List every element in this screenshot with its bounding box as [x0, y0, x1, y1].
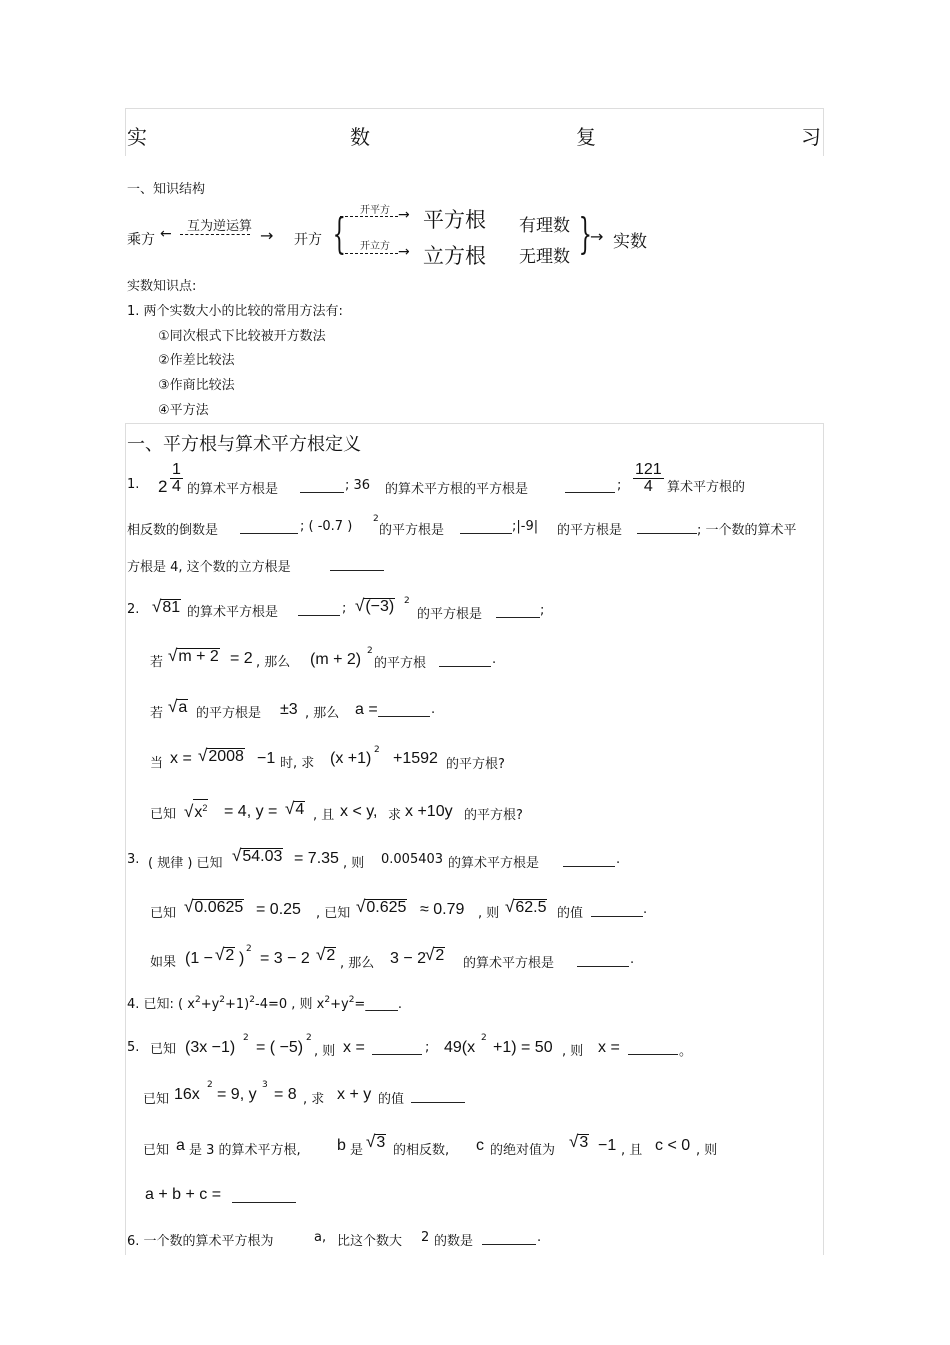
- q3b-blank[interactable]: [591, 904, 643, 917]
- q2b-end: .: [431, 702, 436, 717]
- q6-end: .: [537, 1230, 542, 1245]
- knowledge-heading: 一、知识结构: [127, 182, 206, 197]
- q3c-sup: 2: [246, 944, 252, 954]
- q4-text-5: +y: [330, 997, 349, 1012]
- q5c-b: b: [337, 1137, 346, 1154]
- q6-value: 2: [421, 1230, 430, 1245]
- q3b-text-3: 的值: [557, 906, 584, 921]
- q3-blank-1[interactable]: [563, 854, 615, 867]
- q3b-known: 已知: [150, 906, 177, 921]
- radical-icon: √: [569, 1132, 579, 1151]
- q6-blank[interactable]: [482, 1232, 536, 1245]
- q2-root-2: [355, 596, 395, 616]
- radical-icon: √: [232, 846, 242, 865]
- radical-icon: √: [316, 945, 326, 964]
- q2d-eq: = 4, y =: [224, 803, 278, 820]
- q5c-a: a: [176, 1137, 185, 1154]
- q3c-root-1: [215, 945, 235, 965]
- q2b-a: a =: [355, 701, 378, 718]
- q1-text-7: ; ( -0.7 ): [300, 519, 353, 534]
- q1-text-11: ; 一个数的算术平: [697, 523, 797, 538]
- q6-text-1: 6. 一个数的算术平方根为: [127, 1234, 274, 1249]
- q3-text-1: , 则: [343, 856, 365, 871]
- q5-expr-3: 49(x: [444, 1039, 476, 1056]
- q5b-expr-4: x + y: [337, 1086, 372, 1103]
- q3b-root-2: [356, 897, 407, 917]
- q5b-text-2: 的值: [378, 1092, 405, 1107]
- title-char-4: 习: [801, 125, 821, 149]
- q2d-radicand-box: [193, 799, 208, 821]
- q3c-eq: = 3 − 2: [260, 950, 310, 967]
- q3b-eq-1: = 0.25: [256, 901, 301, 918]
- q6-a: a,: [314, 1230, 327, 1245]
- q2d-text-2: 求: [388, 808, 402, 823]
- q1-blank-2[interactable]: [565, 480, 615, 493]
- q6-text-3: 的数是: [434, 1234, 474, 1249]
- q2c-root: [198, 746, 245, 766]
- q1-text-6: 相反数的倒数是: [127, 523, 219, 538]
- radical-icon: √: [198, 746, 208, 765]
- q1-blank-1[interactable]: [300, 480, 344, 493]
- q5-expr-2: = ( −5): [256, 1039, 304, 1056]
- q3-eq-1: = 7.35: [294, 850, 339, 867]
- q5-sep: ;: [425, 1040, 430, 1055]
- q2-sup-2: 2: [404, 596, 410, 606]
- q2c-sup: 2: [374, 745, 380, 755]
- kailifang-dash: [340, 253, 398, 254]
- q4-text-4: -4=0 , 则 x: [255, 997, 325, 1012]
- q1-text-10: 的平方根是: [557, 523, 623, 538]
- points-heading: 实数知识点:: [127, 279, 197, 294]
- q1-text-12: 方根是 4, 这个数的立方根是: [127, 560, 291, 575]
- q2a-expr: (m + 2): [310, 651, 362, 668]
- q2d-text-3: 的平方根?: [464, 808, 523, 823]
- q5b-text: , 求: [303, 1092, 325, 1107]
- q2b-text: 的平方根是: [196, 706, 262, 721]
- q5-end: 。: [679, 1044, 693, 1059]
- q2-text-1: 的算术平方根是: [187, 605, 279, 620]
- radical-icon: √: [152, 597, 162, 616]
- title-top-rule: [125, 108, 823, 109]
- q4-text-3: +1): [225, 997, 250, 1012]
- radical-icon: √: [184, 802, 194, 821]
- q2-radicand-1: 81: [162, 599, 181, 616]
- q5c-text-2: 是: [350, 1143, 364, 1158]
- kaifang-label: 开方: [294, 232, 322, 248]
- q5c-root-1: [366, 1132, 386, 1152]
- title-char-1: 实: [127, 125, 147, 149]
- kailifang-label: 开立方: [360, 241, 390, 252]
- q1-fraction-1: [170, 462, 183, 495]
- q2c-expr: (x +1): [330, 750, 372, 767]
- q1-text-3: 的算术平方根的平方根是: [385, 482, 529, 497]
- q3b-root-1: [184, 897, 244, 917]
- q2-root-81: [152, 597, 181, 617]
- q2d-compare: x < y,: [340, 803, 378, 820]
- q3-number: 3.: [127, 852, 140, 867]
- q3c-radicand-2: 2: [326, 947, 336, 964]
- radical-icon: √: [215, 945, 225, 964]
- q5-sup-3: 2: [481, 1033, 487, 1043]
- q5-number: 5.: [127, 1040, 140, 1055]
- q5-known: 已知: [150, 1042, 177, 1057]
- arrow-shishu-icon: →: [590, 227, 604, 246]
- q5d-blank[interactable]: [232, 1190, 296, 1203]
- q1-frac1-den: 4: [172, 478, 181, 495]
- q3-root-1: [232, 846, 283, 866]
- kaipingfang-dash: [340, 216, 398, 217]
- q1-blank-3[interactable]: [240, 521, 298, 534]
- q2-number: 2.: [127, 602, 140, 617]
- q5c-c: c: [476, 1137, 484, 1154]
- q2c-when: 当: [150, 756, 164, 771]
- q2-blank-1[interactable]: [298, 603, 340, 616]
- q3c-rparen: ): [239, 950, 245, 967]
- q1-text-5: 算术平方根的: [667, 480, 746, 495]
- q2-text-4: ;: [540, 603, 545, 618]
- q3b-radicand-3: 62.5: [515, 899, 547, 916]
- right-arrow-icon: →: [260, 226, 274, 245]
- q5b-expr-3: = 8: [274, 1086, 297, 1103]
- radical-icon: √: [505, 897, 515, 916]
- q4-text-1: 4. 已知: ( x: [127, 997, 195, 1012]
- q2b-blank[interactable]: [378, 704, 430, 717]
- method-2: ②作差比较法: [158, 353, 235, 368]
- q2-text-2: ;: [342, 601, 347, 616]
- section-top-rule: [125, 423, 823, 424]
- q2b-root: [168, 697, 188, 717]
- q2c-text: 时, 求: [280, 756, 315, 771]
- q1-blank-5[interactable]: [637, 521, 697, 534]
- q5-blank-2[interactable]: [628, 1042, 678, 1055]
- youli-label: 有理数: [519, 216, 570, 236]
- radical-icon: √: [168, 697, 178, 716]
- q3-value: 0.005403: [381, 852, 444, 867]
- q3b-radicand-2: 0.625: [366, 899, 407, 916]
- q5b-blank[interactable]: [411, 1090, 465, 1103]
- q1-number: 1.: [127, 477, 140, 492]
- q4-text-6: =_____.: [354, 997, 402, 1012]
- q2d-radicand: x: [194, 804, 203, 821]
- q3c-left: (1 −: [185, 950, 214, 967]
- q1-sup-1: 2: [373, 514, 379, 524]
- q1-blank-6[interactable]: [330, 558, 384, 571]
- radical-icon: √: [355, 596, 365, 615]
- q5c-minus: −1: [598, 1137, 617, 1154]
- q1-fraction-2: [633, 462, 664, 495]
- q4-sup-3: 2: [249, 995, 255, 1005]
- q2c-minus1: −1: [257, 750, 276, 767]
- q2a-equals: = 2: [230, 650, 253, 667]
- arrow-pingfang-icon: →: [398, 207, 410, 223]
- q2a-text-2: 的平方根: [374, 656, 427, 671]
- q5c-text-5: , 且: [621, 1143, 643, 1158]
- q2a-radicand: m + 2: [178, 648, 219, 665]
- q3-text-2: 的算术平方根是: [448, 856, 540, 871]
- title-char-2: 数: [350, 125, 370, 149]
- q2-radicand-2: (−3): [365, 598, 395, 615]
- q2c-radicand: 2008: [208, 748, 244, 765]
- q5-x1: x =: [343, 1039, 365, 1056]
- q5c-text-6: , 则: [696, 1143, 718, 1158]
- q2a-end: .: [492, 652, 497, 667]
- q2b-radicand: a: [178, 699, 188, 716]
- q2a-text: , 那么: [256, 655, 291, 670]
- section-heading: 一、平方根与算术平方根定义: [127, 434, 361, 455]
- q5c-text-4: 的绝对值为: [490, 1143, 556, 1158]
- q4-sup-5: 2: [348, 995, 355, 1005]
- radical-icon: √: [356, 897, 366, 916]
- q5c-text-1: 是 3 的算术平方根,: [189, 1143, 301, 1158]
- section-left-rule: [125, 423, 126, 1255]
- q2d-sup: 2: [202, 803, 208, 813]
- q2a-root: [168, 646, 220, 666]
- q2-text-3: 的平方根是: [417, 607, 483, 622]
- q2a-sup: 2: [367, 646, 373, 656]
- q5d-expr: a + b + c =: [145, 1186, 222, 1203]
- q3b-end: .: [643, 902, 648, 917]
- q2d-root: [184, 799, 208, 822]
- q4-text-2: +y: [200, 997, 220, 1012]
- pingfanggen-label: 平方根: [423, 208, 486, 232]
- q3b-text-2: , 则: [478, 906, 500, 921]
- q5c-radicand-2: 3: [579, 1134, 589, 1151]
- inverse-dash: [180, 234, 250, 235]
- q3c-blank[interactable]: [577, 954, 629, 967]
- q5-blank-1[interactable]: [372, 1042, 422, 1055]
- q3c-if: 如果: [150, 955, 177, 970]
- left-arrow-icon: ←: [160, 226, 172, 242]
- q3c-root-2: [316, 945, 336, 965]
- radical-icon: √: [184, 897, 194, 916]
- q2d-radicand-2: 4: [295, 801, 305, 818]
- title-right-rule: [823, 108, 824, 156]
- kaipingfang-label: 开平方: [360, 205, 390, 216]
- q5c-known: 已知: [143, 1143, 170, 1158]
- radical-icon: √: [285, 799, 295, 818]
- points-item-1: 1. 两个实数大小的比较的常用方法有:: [127, 304, 343, 319]
- chengfang-label: 乘方: [127, 232, 155, 248]
- q2a-if: 若: [150, 655, 164, 670]
- q5-text-2: , 则: [562, 1044, 584, 1059]
- q1-frac2-den: 4: [643, 478, 653, 495]
- q3c-radicand-1: 2: [225, 947, 235, 964]
- method-4: ④平方法: [158, 403, 209, 418]
- q2c-plus: +1592: [393, 750, 438, 767]
- q5b-known: 已知: [143, 1092, 170, 1107]
- q2d-root-2: [285, 799, 305, 819]
- q4-sup-4: 2: [324, 995, 331, 1005]
- q5b-expr-2: = 9, y: [217, 1086, 257, 1103]
- section-right-rule: [823, 423, 824, 1255]
- method-3: ③作商比较法: [158, 378, 235, 393]
- q3c-root-3: [425, 945, 445, 965]
- q1-text-9: ;|-9|: [512, 519, 539, 534]
- q1-frac1-num: 1: [172, 461, 181, 478]
- q3c-text-2: 的算术平方根是: [463, 956, 555, 971]
- q1-text-4: ;: [617, 478, 622, 493]
- q1-text-1: 的算术平方根是: [187, 482, 279, 497]
- radical-icon: √: [168, 646, 178, 665]
- q3b-text-1: , 已知: [316, 906, 351, 921]
- q2a-blank[interactable]: [439, 654, 491, 667]
- shishu-label: 实数: [613, 232, 647, 252]
- q4-sup-1: 2: [194, 995, 201, 1005]
- q4-line: [127, 993, 402, 1012]
- q1-frac2-num: 121: [635, 461, 662, 478]
- q5-text-1: , 则: [314, 1044, 336, 1059]
- arrow-lifang-icon: →: [398, 244, 410, 260]
- lifanggen-label: 立方根: [423, 244, 486, 268]
- q5-sup-2: 2: [306, 1033, 312, 1043]
- q3b-eq-2: ≈ 0.79: [420, 901, 465, 918]
- q2d-known: 已知: [150, 807, 177, 822]
- q3c-end: .: [630, 952, 635, 967]
- q3c-radicand-3: 2: [435, 947, 445, 964]
- q2c-x: x =: [170, 750, 192, 767]
- wuli-label: 无理数: [519, 247, 570, 267]
- q2-blank-2[interactable]: [496, 605, 540, 618]
- q2b-text-2: , 那么: [305, 706, 340, 721]
- q2d-text: , 且: [313, 808, 335, 823]
- q3c-expr: 3 − 2: [390, 950, 427, 967]
- left-brace-icon: {: [332, 209, 347, 258]
- q2c-text-2: 的平方根?: [446, 757, 505, 772]
- q3-text-0: ( 规律 ) 已知: [148, 856, 223, 871]
- q5b-sup-2: 3: [262, 1080, 268, 1090]
- q5c-compare: c < 0: [655, 1137, 691, 1154]
- right-brace-icon: }: [578, 209, 593, 258]
- q4-sup-2: 2: [219, 995, 226, 1005]
- title-char-3: 复: [576, 125, 596, 149]
- q5-x2: x =: [598, 1039, 620, 1056]
- q2b-if: 若: [150, 706, 164, 721]
- q5c-root-2: [569, 1132, 589, 1152]
- q2b-value: ±3: [280, 701, 298, 718]
- radical-icon: √: [366, 1132, 376, 1151]
- q5-sup-1: 2: [243, 1033, 249, 1043]
- q1-blank-4[interactable]: [460, 521, 512, 534]
- q3b-radicand-1: 0.0625: [194, 899, 244, 916]
- q1-text-2: ; 36: [345, 478, 371, 493]
- q5-expr-1: (3x −1): [185, 1039, 236, 1056]
- q1-whole: 2: [158, 477, 168, 496]
- radical-icon: √: [425, 945, 435, 964]
- q5b-sup-1: 2: [207, 1080, 213, 1090]
- inverse-label: 互为逆运算: [187, 219, 253, 234]
- title-left-rule: [125, 108, 126, 156]
- q3-end-1: .: [616, 852, 621, 867]
- q3b-root-3: [505, 897, 547, 917]
- q6-text-2: 比这个数大: [337, 1234, 403, 1249]
- q5b-expr-1: 16x: [174, 1086, 200, 1103]
- q3-radicand-1: 54.03: [242, 848, 283, 865]
- q2d-expr: x +10y: [405, 803, 453, 820]
- q1-text-8: 的平方根是: [379, 523, 445, 538]
- q5c-radicand-1: 3: [376, 1134, 386, 1151]
- q5c-text-3: 的相反数,: [393, 1143, 450, 1158]
- q5-expr-4: +1) = 50: [493, 1039, 553, 1056]
- method-1: ①同次根式下比较被开方数法: [158, 329, 326, 344]
- q3c-text: , 那么: [340, 956, 375, 971]
